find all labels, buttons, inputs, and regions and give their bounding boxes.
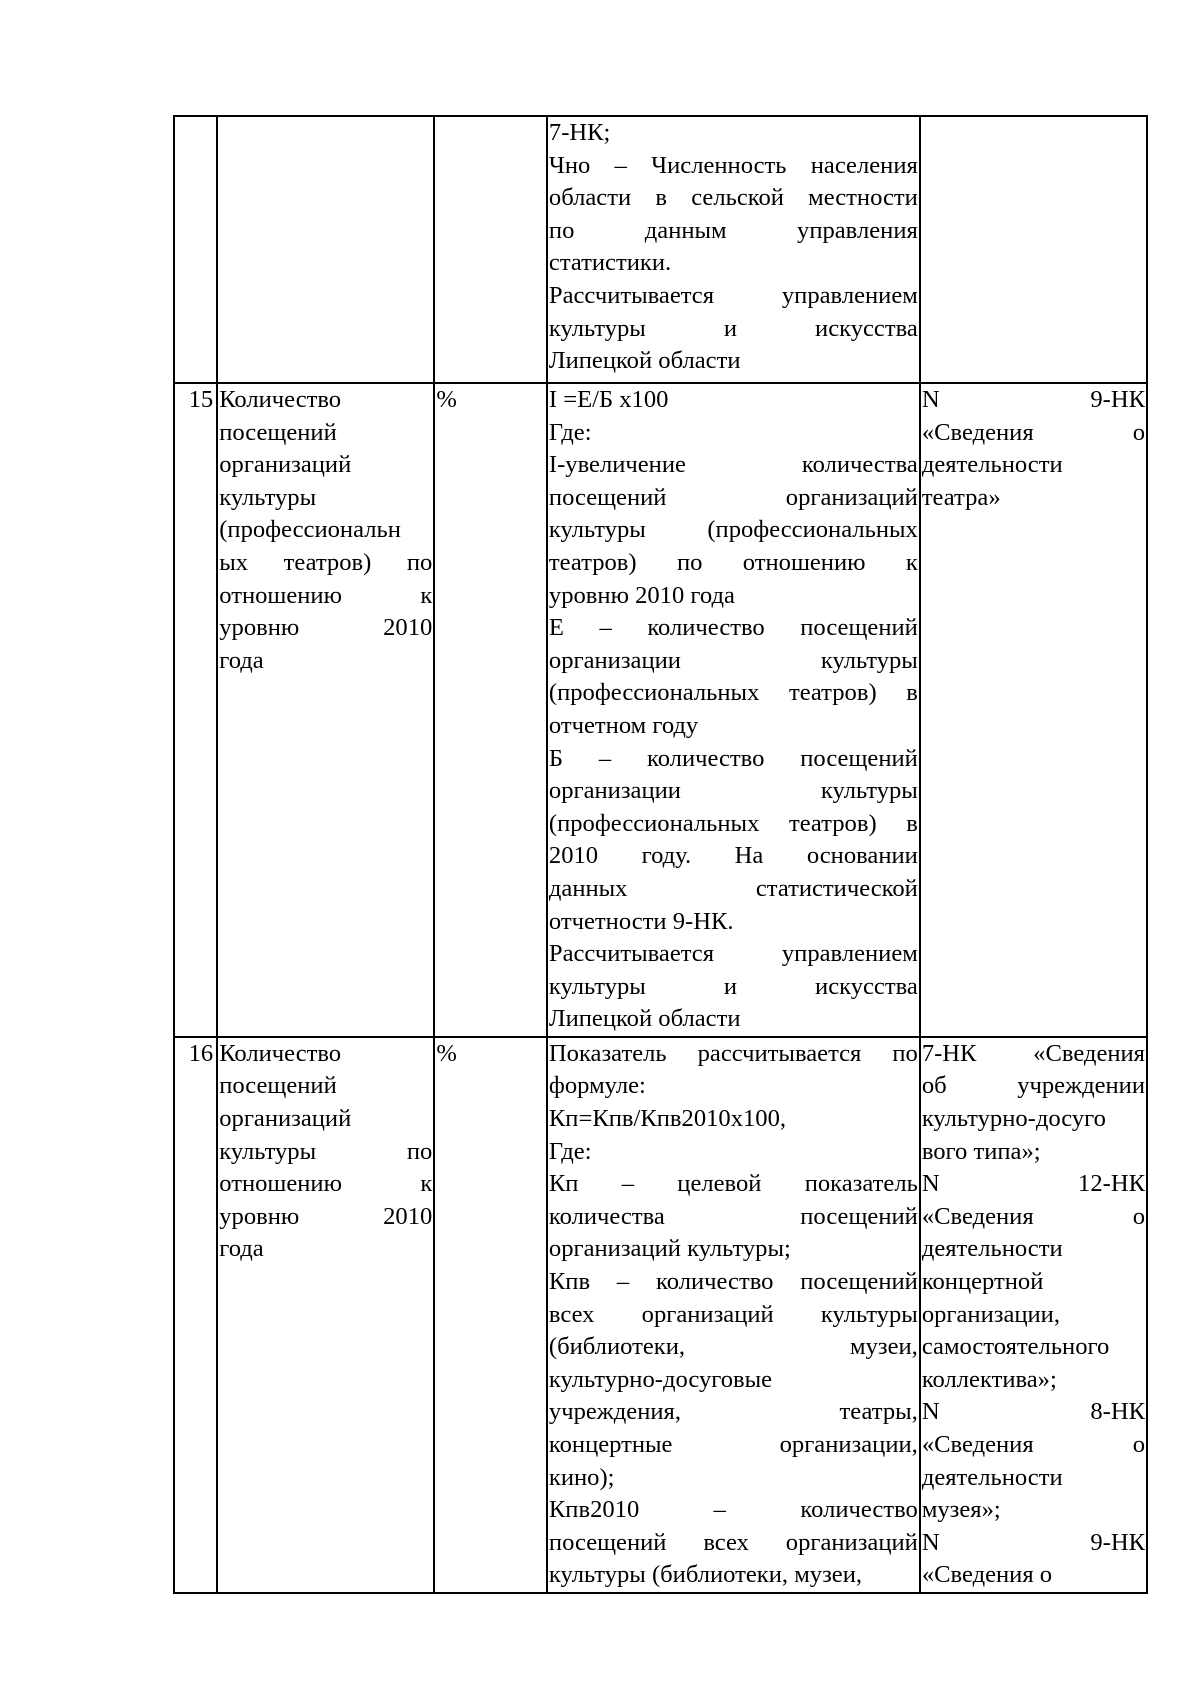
- text-line: года: [219, 646, 264, 674]
- text-line: Кпв2010 – количество: [548, 1496, 918, 1524]
- text-line: деятельности: [921, 451, 1063, 479]
- text-line: «Сведения о: [921, 418, 1145, 446]
- text-line: организаций: [219, 1105, 352, 1133]
- text-line: театра»: [921, 483, 1001, 511]
- text-line: N 9-НК: [921, 386, 1145, 413]
- text-line: организации культуры: [548, 646, 918, 674]
- row-number-cell: 16: [174, 1037, 217, 1593]
- text-line: культуры (профессиональных: [548, 516, 918, 544]
- text-line: «Сведения о: [921, 1561, 1053, 1589]
- text-line: посещений организаций: [548, 483, 918, 511]
- text-line: уровню 2010: [219, 614, 433, 642]
- paragraph: [549, 938, 918, 1036]
- indicator-name-cell: [217, 116, 434, 383]
- text-line: Рассчитывается управлением: [548, 940, 918, 968]
- paragraph: [549, 417, 918, 450]
- text-line: концертные организации,: [548, 1431, 918, 1458]
- paragraph: [922, 1527, 1145, 1592]
- paragraph: [549, 743, 918, 939]
- text-line: по данным управления: [548, 216, 918, 244]
- indicator-name-cell: [217, 383, 434, 1037]
- text-line: количества посещений: [548, 1202, 918, 1230]
- table-row: [174, 116, 1147, 383]
- paragraph: [549, 1038, 918, 1103]
- text-line: культуры (библиотеки, музеи,: [548, 1561, 863, 1589]
- data-source-cell: [920, 1037, 1147, 1593]
- text-line: Показатель рассчитывается по: [548, 1039, 918, 1067]
- paragraph: [549, 612, 918, 742]
- calculation-method-cell: [547, 1037, 920, 1593]
- text-line: музея»;: [921, 1496, 1001, 1524]
- text-line: уровню 2010 года: [548, 581, 735, 609]
- text-line: Количество: [219, 1039, 342, 1067]
- table-row: [174, 383, 1147, 1037]
- text-line: кино);: [548, 1463, 615, 1491]
- paragraph: [549, 384, 918, 417]
- paragraph: [549, 449, 918, 612]
- text-line: Где:: [548, 1137, 592, 1165]
- paragraph: [922, 1038, 1145, 1168]
- unit-cell: %: [434, 383, 547, 1037]
- text-line: культурно-досуговые: [548, 1365, 773, 1393]
- text-line: самостоятельного: [921, 1333, 1110, 1361]
- text-line: культурно-досуго: [921, 1105, 1106, 1133]
- text-line: Б – количество посещений: [548, 744, 918, 772]
- text-line: деятельности: [921, 1235, 1063, 1263]
- text-line: Где:: [548, 418, 592, 446]
- text-line: N 8-НК: [921, 1398, 1145, 1426]
- text-line: ых театров) по: [219, 548, 433, 576]
- text-line: посещений: [219, 1072, 337, 1100]
- text-line: Рассчитывается управлением: [548, 281, 918, 309]
- text-line: (профессиональных театров) в: [548, 679, 918, 707]
- data-source-cell: [920, 383, 1147, 1037]
- text-line: 7-НК «Сведения: [921, 1039, 1145, 1067]
- text-line: (профессиональных театров) в: [548, 809, 918, 837]
- text-line: отчетном году: [548, 711, 699, 739]
- data-source-cell: [920, 116, 1147, 383]
- row-number-cell: 15: [174, 383, 217, 1037]
- text-line: организаций: [219, 451, 352, 479]
- paragraph: [549, 117, 918, 150]
- paragraph: [549, 1494, 918, 1592]
- paragraph: [549, 1266, 918, 1494]
- text-line: I-увеличение количества: [548, 451, 918, 479]
- paragraph: [549, 150, 918, 280]
- text-line: Е – количество посещений: [548, 614, 918, 642]
- paragraph: [922, 1168, 1145, 1396]
- text-line: «Сведения о: [921, 1431, 1145, 1458]
- text-line: «Сведения о: [921, 1202, 1145, 1230]
- paragraph: [549, 1103, 918, 1136]
- text-line: культуры по: [219, 1137, 433, 1165]
- text-line: (библиотеки, музеи,: [548, 1333, 918, 1361]
- text-line: области в сельской местности: [548, 184, 918, 212]
- indicator-table: [173, 115, 1148, 1594]
- text-line: концертной: [921, 1268, 1044, 1296]
- text-line: (профессиональн: [219, 516, 401, 544]
- text-line: Кп – целевой показатель: [548, 1170, 918, 1198]
- text-line: коллектива»;: [921, 1365, 1057, 1393]
- text-line: N 12-НК: [921, 1170, 1145, 1198]
- paragraph: [922, 1396, 1145, 1526]
- calculation-method-cell: [547, 116, 920, 383]
- text-line: Чно – Численность населения: [548, 151, 918, 179]
- text-line: театров) по отношению к: [548, 548, 918, 576]
- text-line: организаций культуры;: [548, 1235, 791, 1263]
- text-line: организации культуры: [548, 777, 918, 805]
- text-line: Липецкой области: [548, 1005, 741, 1033]
- text-line: отношению к: [219, 581, 433, 609]
- table-row: [174, 1037, 1147, 1593]
- text-line: об учреждении: [921, 1072, 1145, 1100]
- indicator-name-cell: [217, 1037, 434, 1593]
- text-line: Липецкой области: [548, 347, 741, 375]
- text-line: статистики.: [548, 249, 672, 277]
- text-line: вого типа»;: [921, 1137, 1041, 1165]
- paragraph: [549, 280, 918, 378]
- text-line: всех организаций культуры: [548, 1300, 918, 1328]
- row-number-cell: [174, 116, 217, 383]
- text-line: данных статистической: [548, 874, 918, 902]
- unit-cell: [434, 116, 547, 383]
- paragraph: [549, 1168, 918, 1266]
- text-line: года: [219, 1235, 264, 1263]
- paragraph: [549, 1136, 918, 1169]
- text-line: деятельности: [921, 1463, 1063, 1491]
- paragraph: [922, 384, 1145, 514]
- text-line: Количество: [219, 386, 342, 413]
- text-line: учреждения, театры,: [548, 1398, 918, 1426]
- text-line: организации,: [921, 1300, 1060, 1328]
- calculation-method-cell: [547, 383, 920, 1037]
- text-line: Кпв – количество посещений: [548, 1268, 918, 1296]
- text-line: уровню 2010: [219, 1202, 433, 1230]
- text-line: N 9-НК: [921, 1528, 1145, 1556]
- text-line: отношению к: [219, 1170, 433, 1198]
- text-line: Кп=Кпв/Кпв2010х100,: [548, 1105, 787, 1133]
- text-line: 2010 году. На основании: [548, 842, 918, 870]
- text-line: 7-НК;: [548, 119, 611, 146]
- unit-cell: %: [434, 1037, 547, 1593]
- text-line: формуле:: [548, 1072, 646, 1100]
- text-line: культуры и искусства: [548, 314, 918, 342]
- text-line: посещений: [219, 418, 337, 446]
- text-line: культуры и искусства: [548, 972, 918, 1000]
- text-line: I =Е/Б х100: [548, 386, 669, 413]
- text-line: посещений всех организаций: [548, 1528, 918, 1556]
- text-line: культуры: [219, 483, 317, 511]
- text-line: отчетности 9-НК.: [548, 907, 734, 935]
